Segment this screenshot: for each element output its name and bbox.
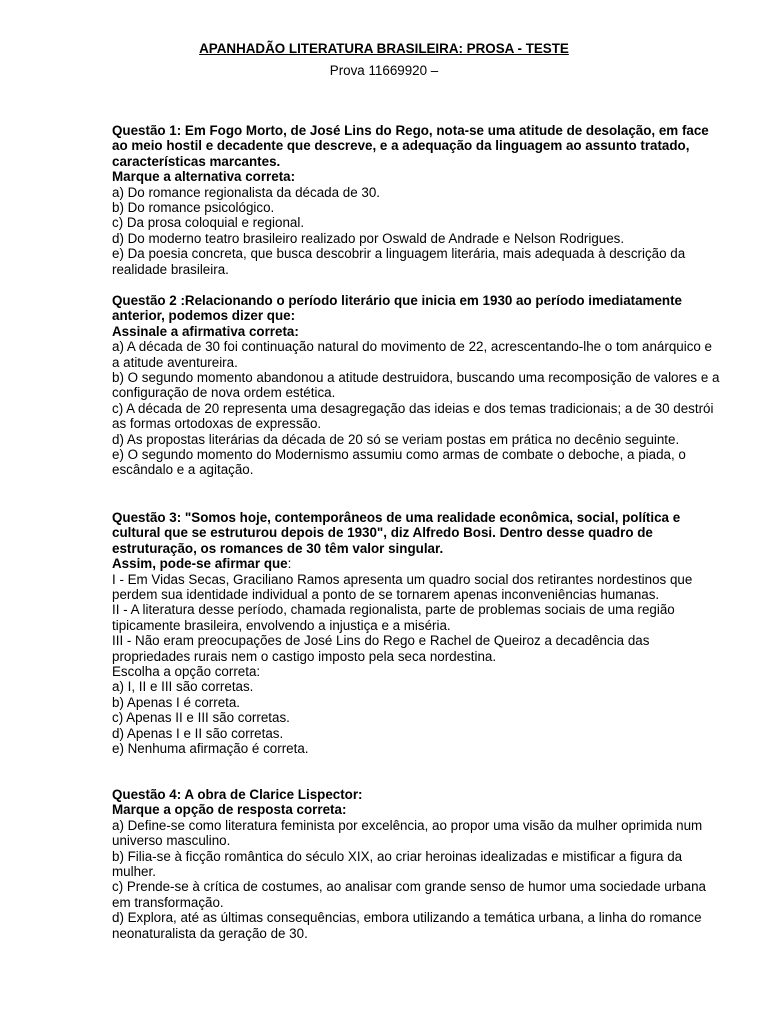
question-3-text: Questão 3: "Somos hoje, contemporâneos de uma realidade econômica, social, política e cultural que se estruturou depois de 1930", diz Alfredo Bosi. Dentro desse quadro de estruturação, os romances de 30 têm valor singular. (112, 510, 681, 556)
question-3-choose: Escolha a opção correta: (112, 664, 261, 680)
question-3-instruction (112, 556, 722, 571)
question-1-option-e: e) Da poesia concreta, que busca descobrir a linguagem literária, mais adequada à descrição da realidade brasileira. (112, 246, 686, 277)
question-2-option-b: b) O segundo momento abandonou a atitude destruidora, buscando uma recomposição de valores e a configuração de nova ordem estética. (112, 370, 720, 401)
question-3-statement-iii: III - Não eram preocupações de José Lins do Rego e Rachel de Queiroz a decadência das propriedades rurais nem o castigo imposto pela seca nordestina. (112, 633, 650, 664)
question-3-statement-ii: II - A literatura desse período, chamada regionalista, parte de problemas sociais de uma região tipicamente brasileira, envolvendo a injustiça e a miséria. (112, 602, 675, 633)
question-2-option-c: c) A década de 20 representa uma desagregação das ideias e dos temas tradicionais; a de 30 destrói as formas ortodoxas de expressão. (112, 400, 714, 432)
question-2 (112, 293, 722, 478)
question-4-text: Questão 4: A obra de Clarice Lispector: (112, 787, 363, 802)
question-3-statement-i: I - Em Vidas Secas, Graciliano Ramos apresenta um quadro social dos retirantes nordestinos que perdem sua identidade individual a ponto de se tornarem apenas inconveniências humanas. (112, 571, 693, 603)
question-4-option-c: c) Prende-se à crítica de costumes, ao analisar com grande senso de humor uma sociedade urbana em transformação. (112, 879, 706, 910)
question-1-text: Questão 1: Em Fogo Morto, de José Lins do Rego, nota-se uma atitude de desolação, em face ao meio hostil e decadente que descreve, e a adequação da linguagem ao assunto tratado, características marcantes. (112, 123, 709, 169)
question-1-instruction: Marque a alternativa correta: (112, 169, 296, 185)
question-2-instruction: Assinale a afirmativa correta: (112, 323, 299, 339)
question-3-option-d: d) Apenas I e II são corretas. (112, 725, 284, 741)
question-1 (112, 123, 722, 277)
question-1-option-d: d) Do moderno teatro brasileiro realizado por Oswald de Andrade e Nelson Rodrigues. (112, 230, 625, 246)
question-2-option-e: e) O segundo momento do Modernismo assumiu como armas de combate o deboche, a piada, o escândalo e a agitação. (112, 447, 686, 478)
question-2-text: Questão 2 :Relacionando o período literário que inicia em 1930 ao período imediatamente anterior, podemos dizer que: (112, 293, 682, 324)
question-1-option-a: a) Do romance regionalista da década de 30. (112, 184, 380, 200)
question-3-instruction-rest: : (287, 556, 292, 572)
question-2-option-d: d) As propostas literárias da década de 20 só se veriam postas em prática no decênio seguinte. (112, 431, 680, 447)
question-3 (112, 510, 722, 757)
document-title: APANHADÃO LITERATURA BRASILEIRA: PROSA - TESTE (199, 41, 569, 56)
question-1-option-c: c) Da prosa coloquial e regional. (112, 215, 305, 231)
question-3-option-e: e) Nenhuma afirmação é correta. (112, 741, 309, 757)
question-3-instruction-bold: Assim, pode-se afirmar que (112, 556, 288, 572)
question-1-option-b: b) Do romance psicológico. (112, 200, 275, 216)
question-4 (112, 787, 722, 941)
question-4-instruction: Marque a opção de resposta correta: (112, 802, 347, 818)
question-2-option-a: a) A década de 30 foi continuação natural do movimento de 22, acrescentando-lhe o tom anárquico e a atitude aventureira. (112, 339, 713, 370)
question-4-option-b: b) Filia-se à ficção romântica do século XIX, ao criar heroinas idealizadas e mistificar a figura da mulher. (112, 848, 683, 880)
question-3-option-b: b) Apenas I é correta. (112, 694, 241, 710)
question-3-option-a: a) I, II e III são corretas. (112, 679, 254, 695)
document-header (0, 41, 768, 78)
question-3-option-c: c) Apenas II e III são corretas. (112, 710, 290, 726)
document-subtitle: Prova 11669920 – (329, 63, 439, 78)
question-4-option-d: d) Explora, até as últimas consequências, embora utilizando a temática urbana, a linha do romance neonaturalista da geração de 30. (112, 910, 702, 941)
question-4-option-a: a) Define-se como literatura feminista por excelência, ao propor uma visão da mulher oprimida num universo masculino. (112, 817, 703, 849)
